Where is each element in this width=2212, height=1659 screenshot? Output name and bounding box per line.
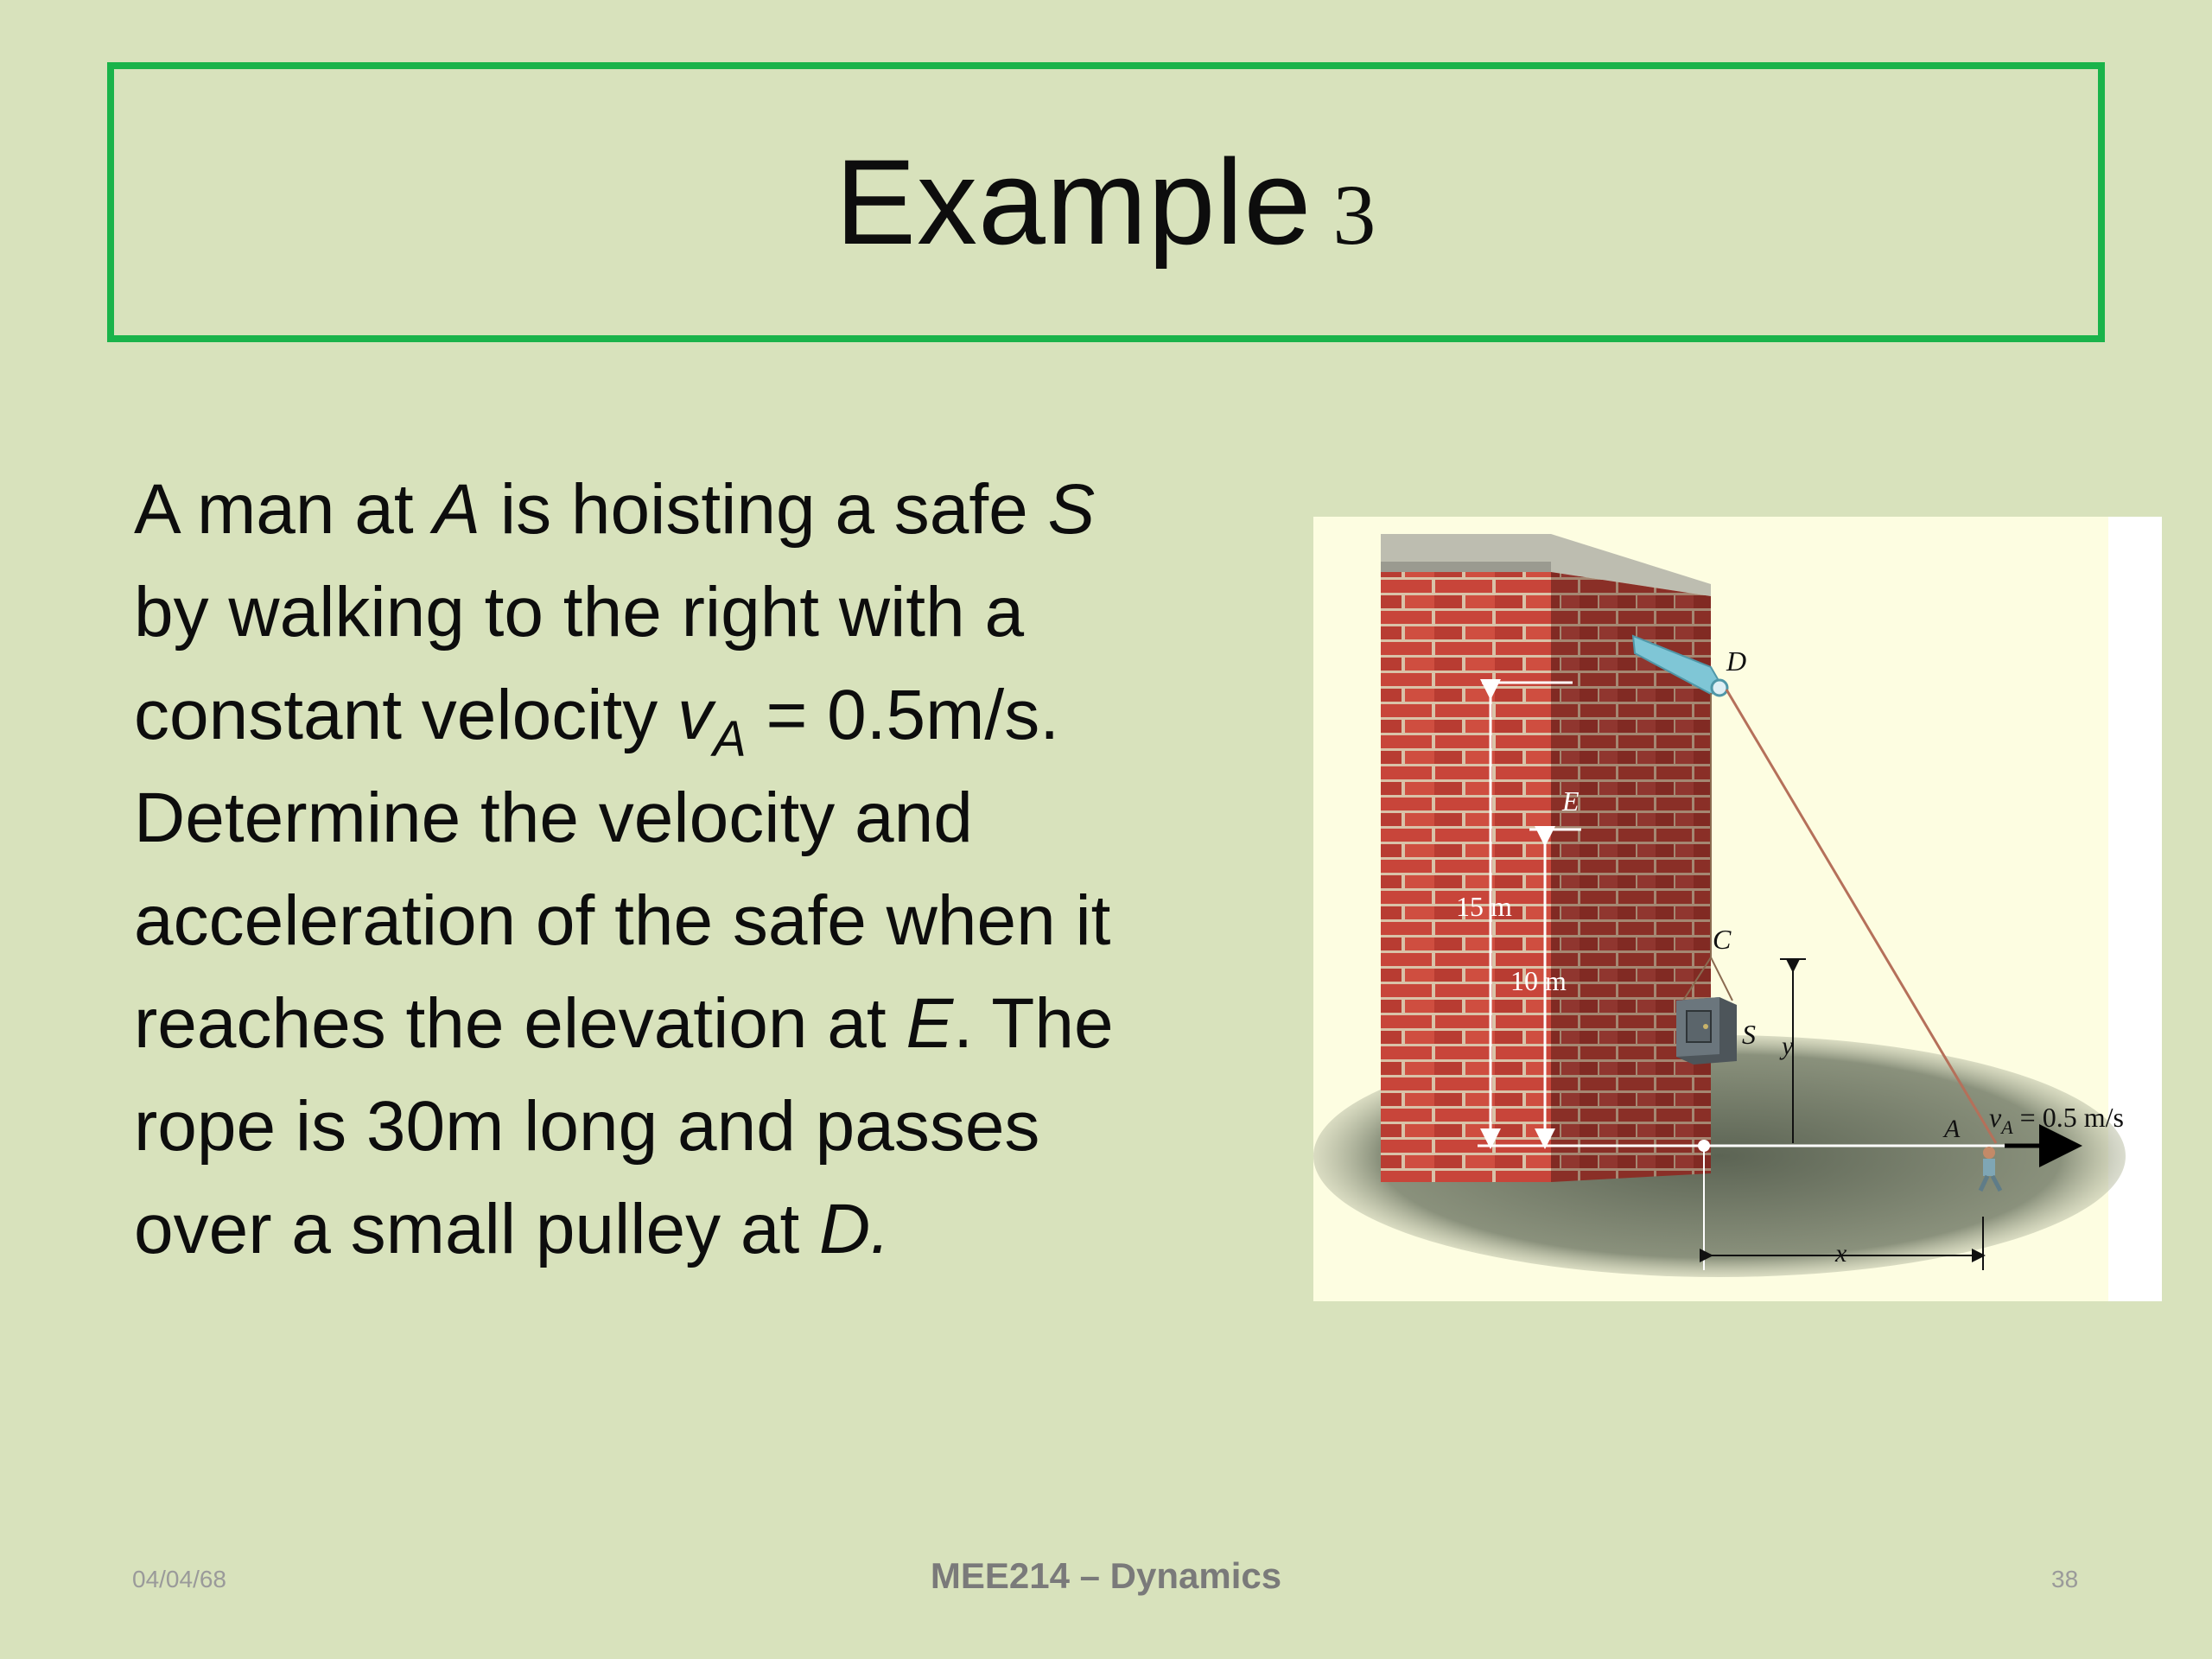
label-velocity-sub: A (2001, 1116, 2013, 1138)
problem-line-5: acceleration of the safe when it (134, 881, 1111, 960)
problem-text: over a small pulley at (134, 1190, 820, 1268)
label-velocity-value: = 0.5 m/s (2012, 1102, 2124, 1133)
problem-text: . The (953, 984, 1114, 1063)
problem-text: = 0.5m/s. (746, 676, 1059, 754)
slide-title-word: Example (835, 134, 1313, 270)
footer-page-number: 38 (2051, 1566, 2079, 1592)
dim-10m-label: 10 m (1510, 965, 1567, 996)
pulley-figure (1313, 517, 2162, 1301)
point-a-symbol: A (433, 470, 481, 549)
problem-text: constant velocity (134, 676, 677, 754)
label-s: S (1742, 1019, 1756, 1050)
problem-text: A man at (134, 470, 434, 549)
pulley-diagram (1313, 517, 2162, 1301)
footer-date: 04/04/68 (132, 1566, 226, 1592)
wall-front (1381, 572, 1551, 1182)
problem-statement (134, 458, 1292, 1281)
footer-course: MEE214 – Dynamics (930, 1555, 1282, 1596)
label-c: C (1713, 924, 1732, 955)
pulley (1712, 680, 1727, 696)
label-x: x (1835, 1239, 1847, 1268)
slide-title-number: 3 (1332, 167, 1377, 263)
problem-line-3 (134, 664, 1292, 766)
problem-line-8 (134, 1178, 1292, 1281)
title-box (107, 62, 2105, 342)
problem-line-1 (134, 458, 1292, 561)
problem-text: is hoisting a safe (480, 470, 1048, 549)
safe (1676, 997, 1737, 1065)
point-d-symbol: D. (819, 1190, 891, 1268)
dim-15m-label: 15 m (1456, 891, 1512, 922)
safe-symbol: S (1047, 470, 1096, 549)
label-velocity-v: v (1989, 1102, 2002, 1133)
problem-line-6 (134, 972, 1292, 1075)
label-a: A (1944, 1115, 1961, 1143)
problem-line-7: rope is 30m long and passes (134, 1087, 1040, 1166)
wall-cap-edge (1381, 562, 1551, 572)
velocity-subscript: A (712, 711, 747, 767)
label-y: y (1782, 1032, 1794, 1060)
point-e-symbol: E (906, 984, 954, 1063)
slide-title (835, 134, 1377, 270)
problem-line-2: by walking to the right with a (134, 573, 1025, 652)
problem-text: reaches the elevation at (134, 984, 906, 1063)
problem-line-4: Determine the velocity and (134, 779, 973, 857)
label-e: E (1562, 785, 1580, 817)
label-d: D (1726, 645, 1747, 677)
velocity-symbol: v (677, 676, 713, 754)
